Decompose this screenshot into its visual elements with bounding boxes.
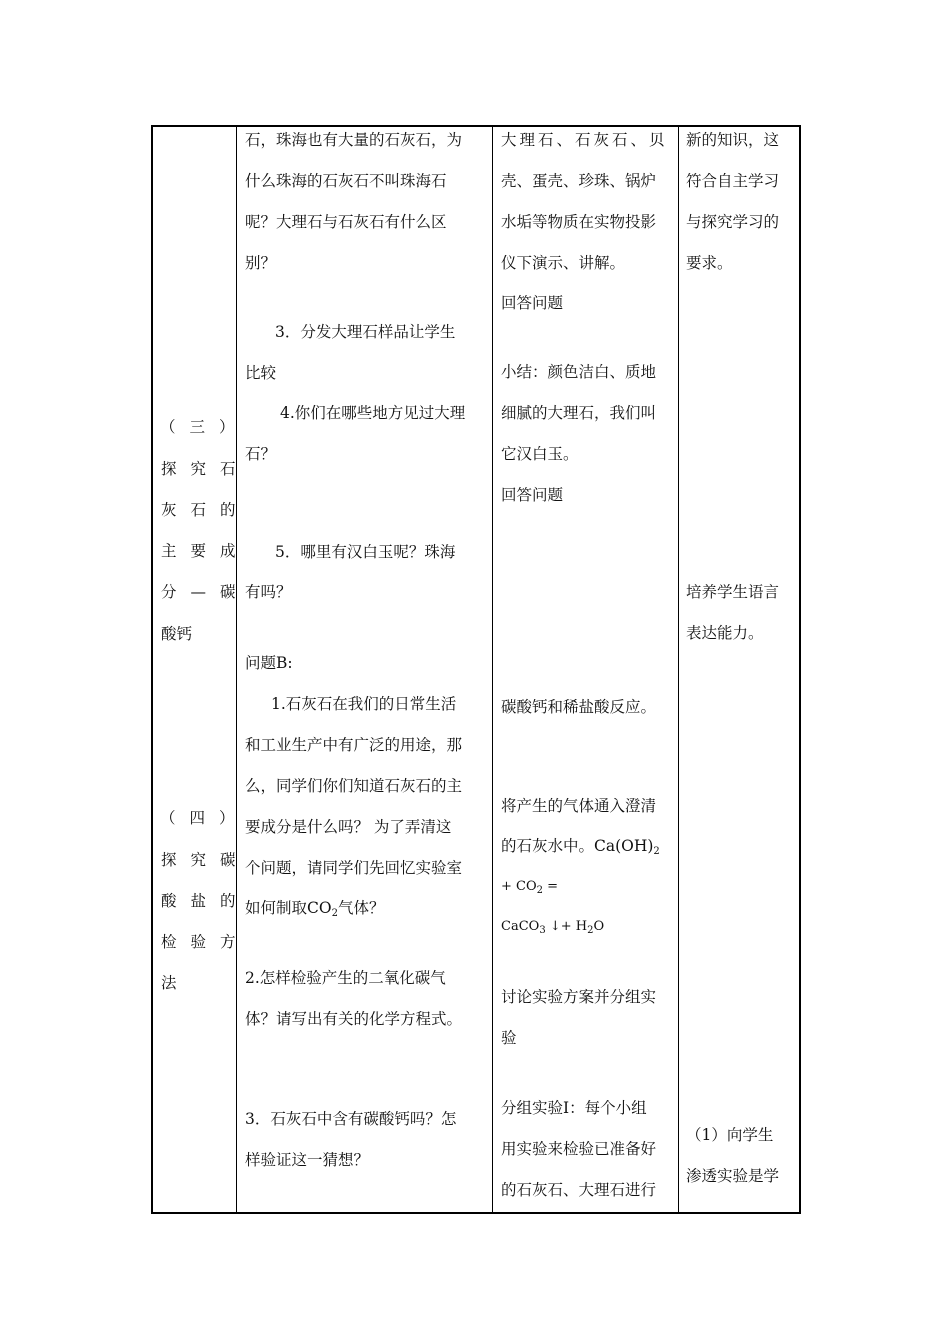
teacher-text-line7: 4.你们在哪些地方见过大理 <box>280 404 466 422</box>
intent-text-line7: （1）向学生 <box>686 1126 774 1144</box>
teacher-text-line15: 要成分是什么吗？ 为了弄清这 <box>245 818 452 836</box>
subscript: 2 <box>653 846 660 857</box>
student-text-line14 <box>501 917 604 938</box>
section-3-title-line6: 酸钙 <box>161 625 193 643</box>
text-run: = <box>543 879 559 894</box>
text-run: 气体？ <box>337 899 385 917</box>
student-text-line5: 回答问题 <box>501 294 564 312</box>
student-text-line8: 它汉白玉。 <box>501 445 579 463</box>
section-4-title-line2: 探究碳 <box>161 851 250 869</box>
student-text-line16: 验 <box>501 1029 517 1047</box>
student-text-line15: 讨论实验方案并分组实 <box>501 988 657 1006</box>
intent-text-line3: 与探究学习的 <box>686 213 780 231</box>
teacher-text-line20: 3．石灰石中含有碳酸钙吗？怎 <box>245 1110 457 1128</box>
teacher-text-line3: 呢？大理石与石灰石有什么区 <box>245 213 447 231</box>
intent-text-line4: 要求。 <box>686 254 733 272</box>
student-text-line18: 用实验来检验已准备好 <box>501 1140 657 1158</box>
text-run: O <box>593 919 605 934</box>
teacher-text-line5: 3．分发大理石样品让学生 <box>275 323 456 341</box>
student-text-line11: 将产生的气体通入澄清 <box>501 797 657 815</box>
teacher-text-line18: 2.怎样检验产生的二氧化碳气 <box>245 969 446 987</box>
student-text-line3: 水垢等物质在实物投影 <box>501 213 657 231</box>
intent-text-line1: 新的知识，这 <box>686 131 780 149</box>
teacher-text-line10: 有吗？ <box>245 583 292 601</box>
student-text-line19: 的石灰石、大理石进行 <box>501 1181 657 1199</box>
student-text-line17: 分组实验Ⅰ：每个小组 <box>501 1099 647 1117</box>
student-text-line10: 碳酸钙和稀盐酸反应。 <box>501 698 657 716</box>
text-run: + CO <box>501 879 537 894</box>
teacher-text-line4: 别？ <box>245 254 277 272</box>
teacher-text-line19: 体？请写出有关的化学方程式。 <box>245 1010 463 1028</box>
intent-text-line2: 符合自主学习 <box>686 172 780 190</box>
teacher-text-line6: 比较 <box>245 364 277 382</box>
subscript: 2 <box>331 908 338 919</box>
teacher-text-line17 <box>245 898 384 921</box>
teacher-text-line2: 什么珠海的石灰石不叫珠海石 <box>245 172 447 190</box>
teacher-text-line16: 个问题，请同学们先回忆实验室 <box>245 859 463 877</box>
teacher-text-line8: 石？ <box>245 445 277 463</box>
section-3-title-line1: （三） <box>160 418 249 436</box>
student-text-line6: 小结：颜色洁白、质地 <box>501 363 657 381</box>
student-text-line9: 回答问题 <box>501 486 564 504</box>
section-3-title-line4: 主要成 <box>161 542 250 560</box>
intent-text-line6: 表达能力。 <box>686 624 764 642</box>
section-3-title-line3: 灰石的 <box>161 501 250 519</box>
column-divider-2 <box>492 127 493 1212</box>
section-3-title-line5: 分—碳 <box>161 583 250 601</box>
teacher-text-line11: 问题B: <box>245 654 293 672</box>
student-text-line13 <box>501 877 558 898</box>
teacher-text-line13: 和工业生产中有广泛的用途，那 <box>245 736 463 754</box>
student-text-line12 <box>501 836 660 859</box>
teacher-text-line1: 石，珠海也有大量的石灰石，为 <box>245 131 463 149</box>
text-run: ↓+ H <box>545 919 588 934</box>
section-4-title-line1: （四） <box>160 809 249 827</box>
student-text-line7: 细腻的大理石，我们叫 <box>501 404 657 422</box>
intent-text-line5: 培养学生语言 <box>686 583 780 601</box>
text-run: 的石灰水中。Ca(OH) <box>501 837 654 855</box>
section-3-title-line2: 探究石 <box>161 460 250 478</box>
subscript: 3 <box>539 925 546 936</box>
student-text-line1: 大理石、石灰石、贝 <box>501 131 668 149</box>
teacher-text-line14: 么，同学们你们知道石灰石的主 <box>245 777 463 795</box>
teacher-text-line12: 1.石灰石在我们的日常生活 <box>271 695 457 713</box>
text-run: 如何制取CO <box>245 899 332 917</box>
text-run: CaCO <box>501 919 540 934</box>
section-4-title-line4: 检验方 <box>161 933 250 951</box>
column-divider-1 <box>236 127 237 1212</box>
student-text-line4: 仪下演示、讲解。 <box>501 254 626 272</box>
teacher-text-line21: 样验证这一猜想？ <box>245 1151 370 1169</box>
section-4-title-line5: 法 <box>161 974 177 992</box>
intent-text-line8: 渗透实验是学 <box>686 1167 780 1185</box>
student-text-line2: 壳、蛋壳、珍珠、锅炉 <box>501 172 657 190</box>
section-4-title-line3: 酸盐的 <box>161 892 250 910</box>
subscript: 2 <box>587 925 594 936</box>
subscript: 2 <box>536 885 544 896</box>
column-divider-3 <box>678 127 679 1212</box>
teacher-text-line9: 5．哪里有汉白玉呢？珠海 <box>275 543 456 561</box>
